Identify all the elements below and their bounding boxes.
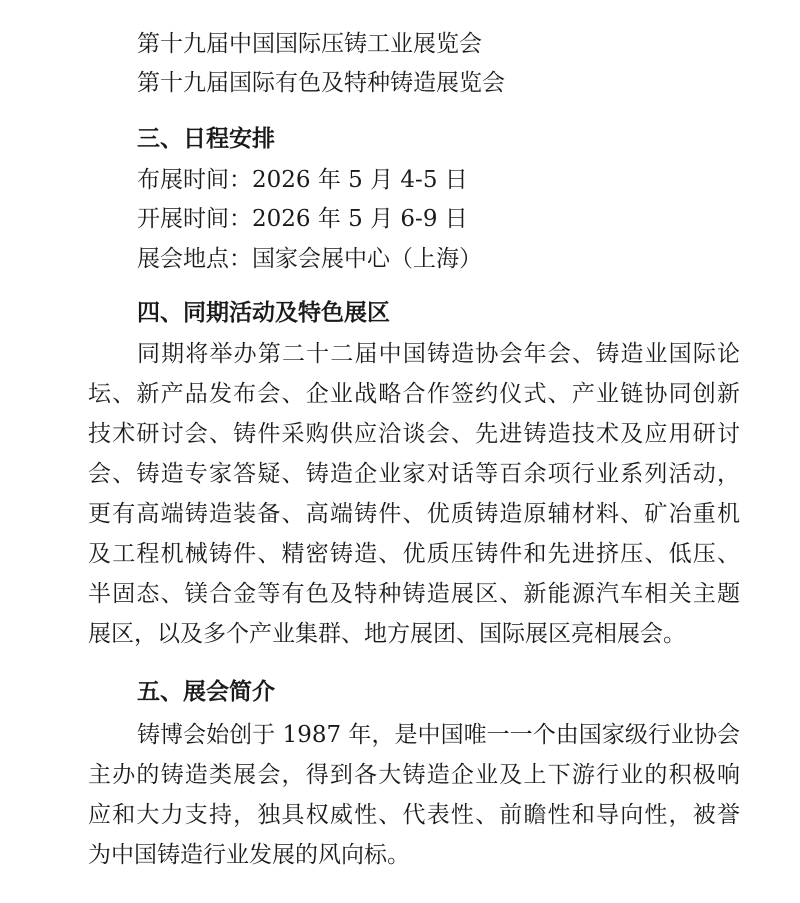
venue: 展会地点：国家会展中心（上海）	[137, 246, 482, 272]
section-heading-activities: 四、同期活动及特色展区	[137, 300, 390, 326]
paragraph-line: 坛、新产品发布会、企业战略合作签约仪式、产业链协同创新	[88, 381, 740, 407]
paragraph-line: 主办的铸造类展会，得到各大铸造企业及上下游行业的积极响	[88, 762, 740, 788]
section-heading-schedule: 三、日程安排	[137, 126, 275, 152]
paragraph-line: 会、铸造专家答疑、铸造企业家对话等百余项行业系列活动，	[88, 461, 740, 487]
paragraph-line: 技术研讨会、铸件采购供应洽谈会、先进铸造技术及应用研讨	[88, 421, 740, 447]
paragraph-line: 应和大力支持，独具权威性、代表性、前瞻性和导向性，被誉	[88, 802, 740, 828]
paragraph-line: 同期将举办第二十二届中国铸造协会年会、铸造业国际论	[137, 341, 740, 367]
exhibition-name-2: 第十九届国际有色及特种铸造展览会	[137, 70, 505, 96]
exhibition-name-1: 第十九届中国国际压铸工业展览会	[137, 31, 482, 57]
paragraph-line: 半固态、镁合金等有色及特种铸造展区、新能源汽车相关主题	[88, 581, 740, 607]
paragraph-line: 展区，以及多个产业集群、地方展团、国际展区亮相展会。	[88, 621, 686, 647]
section-heading-introduction: 五、展会简介	[137, 679, 275, 705]
paragraph-line: 为中国铸造行业发展的风向标。	[88, 842, 410, 868]
paragraph-line: 及工程机械铸件、精密铸造、优质压铸件和先进挤压、低压、	[88, 541, 740, 567]
open-time: 开展时间：2026 年 5 月 6-9 日	[137, 206, 468, 232]
paragraph-line: 铸博会始创于 1987 年，是中国唯一一个由国家级行业协会	[137, 722, 740, 748]
setup-time: 布展时间：2026 年 5 月 4-5 日	[137, 167, 468, 193]
paragraph-line: 更有高端铸造装备、高端铸件、优质铸造原辅材料、矿冶重机	[88, 501, 740, 527]
